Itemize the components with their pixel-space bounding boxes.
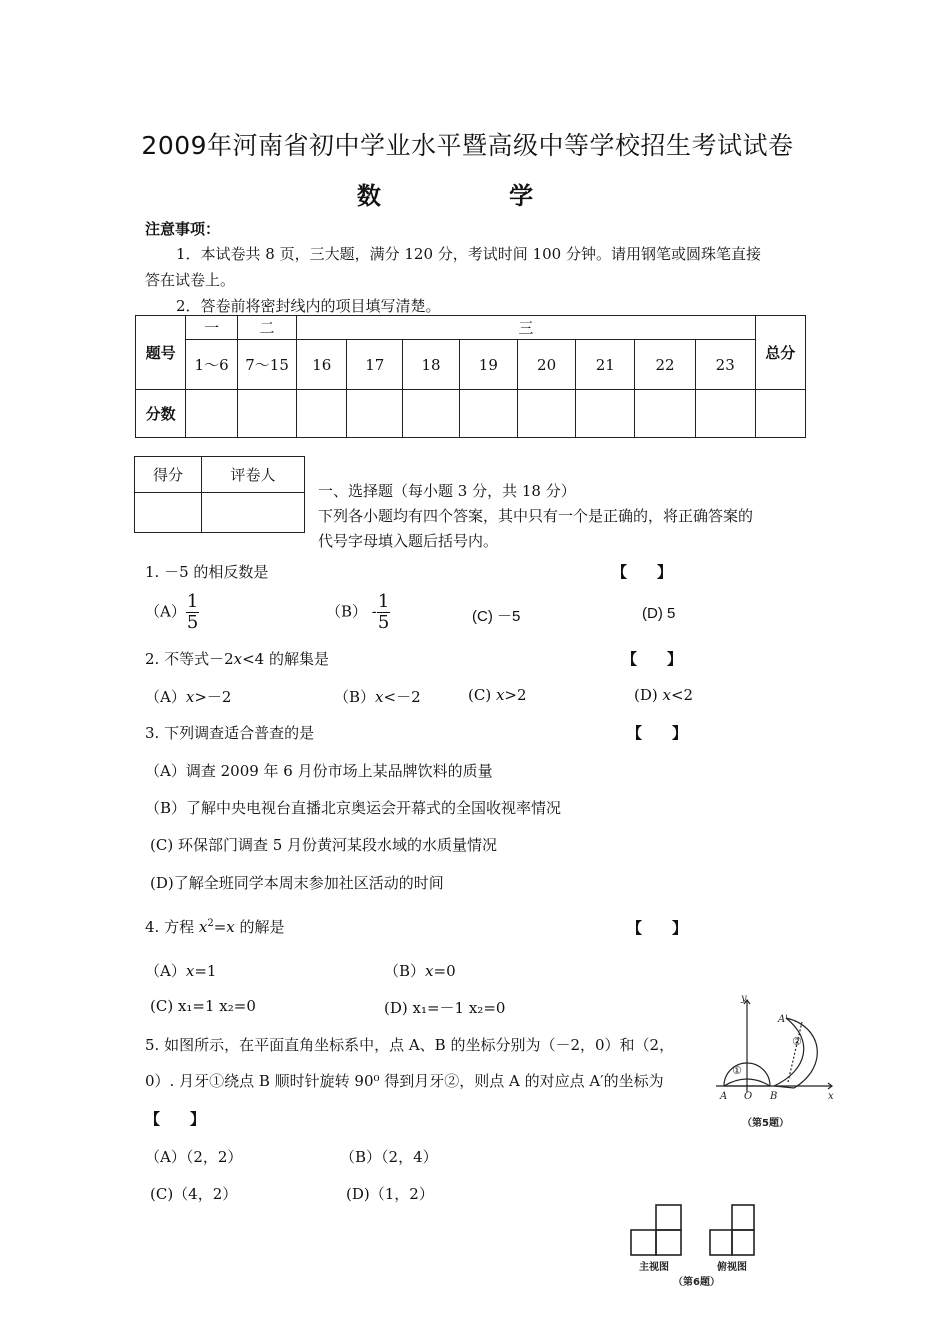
q5-option-c: (C)（4，2） <box>150 1185 238 1203</box>
label-y: y <box>741 993 747 1004</box>
score-cell[interactable] <box>576 390 635 438</box>
q4-option-b <box>384 960 456 981</box>
q4-stem <box>145 916 285 937</box>
row-label-score: 分数 <box>136 390 186 438</box>
q4-answer-bracket[interactable]: 【 】 <box>627 919 688 937</box>
q5-answer-bracket[interactable]: 【 】 <box>145 1110 206 1128</box>
col-header: 21 <box>576 340 635 390</box>
q4-option-c: (C) x₁=1 x₂=0 <box>150 997 256 1015</box>
q2-stem-pre: 2. 不等式－2 <box>145 650 234 668</box>
figure-q5 <box>712 992 842 1130</box>
figure-q6 <box>625 1196 780 1290</box>
q3-option-d: (D)了解全班同学本周末参加社区活动的时间 <box>150 874 444 892</box>
moon-2 <box>774 1018 817 1088</box>
col-header: 7～15 <box>237 340 297 390</box>
q2-option-d <box>634 686 693 704</box>
label-moon-1: ① <box>732 1064 742 1077</box>
q3-answer-bracket[interactable]: 【 】 <box>627 724 688 742</box>
col-header: 23 <box>695 340 755 390</box>
label: （A） <box>145 962 186 980</box>
front-view-cell <box>656 1205 681 1230</box>
var: x <box>662 686 671 704</box>
q1-option-a <box>145 592 199 633</box>
q4-option-a <box>145 960 216 981</box>
score-cell[interactable] <box>517 390 576 438</box>
label: (C) <box>468 686 496 704</box>
rotation-guide <box>788 1022 802 1082</box>
section-header-3: 三 <box>297 316 755 340</box>
pre: 4. 方程 <box>145 918 199 936</box>
front-view-cell <box>656 1230 681 1255</box>
q1-option-b-label: （B） - <box>326 602 377 621</box>
rest: =1 <box>194 962 217 980</box>
score-cell[interactable] <box>186 390 237 438</box>
label-moon-2: ② <box>792 1035 802 1048</box>
post: 的解是 <box>234 918 285 936</box>
label-front-view: 主视图 <box>639 1262 669 1273</box>
caption-q5: （第5题） <box>742 1118 789 1129</box>
var: x <box>198 918 208 936</box>
col-header: 1～6 <box>186 340 237 390</box>
label-a-prime: A' <box>778 1014 788 1025</box>
total-header: 总分 <box>755 316 805 390</box>
col-header: 18 <box>403 340 460 390</box>
section-1-instruction: 下列各小题均有四个答案，其中只有一个是正确的，将正确答案的 <box>318 507 754 525</box>
q1-answer-bracket[interactable]: 【 】 <box>612 563 673 581</box>
label-x: x <box>828 1091 834 1102</box>
var: x <box>375 688 384 706</box>
q3-option-a: （A）调查 2009 年 6 月份市场上某品牌饮料的质量 <box>145 762 493 780</box>
col-header: 17 <box>347 340 403 390</box>
score-cell[interactable] <box>695 390 755 438</box>
label: （A） <box>145 688 186 706</box>
q5-option-a: （A）（2，2） <box>145 1148 243 1166</box>
exponent: 2 <box>207 918 214 929</box>
var: x <box>185 688 195 706</box>
exam-title: 2009年河南省初中学业水平暨高级中等学校招生考试试卷 <box>141 131 794 160</box>
notice-heading: 注意事项： <box>145 220 221 238</box>
section-1-heading: 一、选择题（每小题 3 分，共 18 分） <box>318 482 576 500</box>
label-a: A <box>720 1091 728 1102</box>
q5-stem-line-1: 5. 如图所示，在平面直角坐标系中，点 A、B 的坐标分别为（－2，0）和（2， <box>145 1036 675 1054</box>
grader-name-cell[interactable] <box>202 493 305 533</box>
col-header: 22 <box>635 340 696 390</box>
label-o: O <box>744 1091 753 1102</box>
label-b: B <box>770 1091 778 1102</box>
eq: = <box>213 918 227 936</box>
q2-stem <box>145 648 329 669</box>
q5-stem-line-2: 0）. 月牙①绕点 B 顺时针旋转 90⁰ 得到月牙②，则点 A 的对应点 A′的坐标为 <box>145 1072 664 1090</box>
q2-option-c <box>468 686 527 704</box>
label: （B） <box>334 688 376 706</box>
score-cell[interactable] <box>297 390 347 438</box>
col-header: 20 <box>517 340 576 390</box>
notice-item-1-cont: 答在试卷上。 <box>145 271 236 289</box>
front-view-cell <box>631 1230 656 1255</box>
var2: x <box>226 918 235 936</box>
q5-option-b: （B）（2，4） <box>340 1148 438 1166</box>
var: x <box>495 686 505 704</box>
section-1-instruction-cont: 代号字母填入题后括号内。 <box>318 532 499 550</box>
q5-option-d: (D)（1，2） <box>346 1185 434 1203</box>
rest: <2 <box>670 686 694 704</box>
rest: <－2 <box>383 688 421 706</box>
q1-stem: 1. －5 的相反数是 <box>145 563 269 581</box>
var: x <box>425 962 434 980</box>
numerator: 1 <box>186 591 199 612</box>
q2-stem-var: x <box>233 650 243 668</box>
score-cell[interactable] <box>347 390 403 438</box>
rest: >2 <box>504 686 527 704</box>
row-label-question: 题号 <box>136 316 186 390</box>
q1-option-d: (D) 5 <box>642 605 676 622</box>
q4-option-d: (D) x₁=－1 x₂=0 <box>384 999 506 1017</box>
grader-score-cell[interactable] <box>135 493 202 533</box>
q2-stem-post: <4 的解集是 <box>242 650 329 668</box>
q1-option-c: (C) －5 <box>472 608 521 625</box>
top-view-cell <box>710 1230 732 1255</box>
subject-title: 数 学 <box>356 181 594 210</box>
col-header: 16 <box>297 340 347 390</box>
notice-item-2: 2．答卷前将密封线内的项目填写清楚。 <box>176 297 441 315</box>
grader-box <box>134 456 305 533</box>
section-header-2: 二 <box>237 316 297 340</box>
rest: >－2 <box>194 688 232 706</box>
score-table <box>135 315 806 438</box>
grader-score-label: 得分 <box>135 457 202 493</box>
top-view-cell <box>732 1205 754 1230</box>
q3-stem: 3. 下列调查适合普查的是 <box>145 724 315 742</box>
label: (D) <box>634 686 663 704</box>
q3-option-b: （B）了解中央电视台直播北京奥运会开幕式的全国收视率情况 <box>145 799 562 817</box>
col-header: 19 <box>459 340 517 390</box>
top-view-cell <box>732 1230 754 1255</box>
notice-item-1: 1．本试卷共 8 页，三大题，满分 120 分，考试时间 100 分钟。请用钢笔或圆珠笔直接 <box>176 245 761 263</box>
score-cell[interactable] <box>635 390 696 438</box>
section-header-1: 一 <box>186 316 237 340</box>
q1-option-a-fraction <box>186 592 199 633</box>
q3-option-c: (C) 环保部门调查 5 月份黄河某段水域的水质量情况 <box>150 836 498 854</box>
denominator: 5 <box>377 611 390 633</box>
label: （B） <box>384 962 426 980</box>
q1-option-b <box>326 592 390 633</box>
score-cell-total[interactable] <box>755 390 805 438</box>
score-cell[interactable] <box>403 390 460 438</box>
q2-answer-bracket[interactable]: 【 】 <box>622 650 683 668</box>
score-cell[interactable] <box>237 390 297 438</box>
rest: =0 <box>433 962 456 980</box>
q2-option-b <box>334 686 421 707</box>
label-top-view: 俯视图 <box>717 1262 747 1273</box>
var: x <box>185 962 195 980</box>
q1-option-a-label: （A） <box>145 602 186 621</box>
score-cell[interactable] <box>459 390 517 438</box>
q2-option-a <box>145 686 231 707</box>
denominator: 5 <box>186 611 199 633</box>
q1-option-b-fraction <box>377 592 390 633</box>
numerator: 1 <box>377 591 390 612</box>
grader-name-label: 评卷人 <box>202 457 305 493</box>
caption-q6: （第6题） <box>673 1277 720 1288</box>
